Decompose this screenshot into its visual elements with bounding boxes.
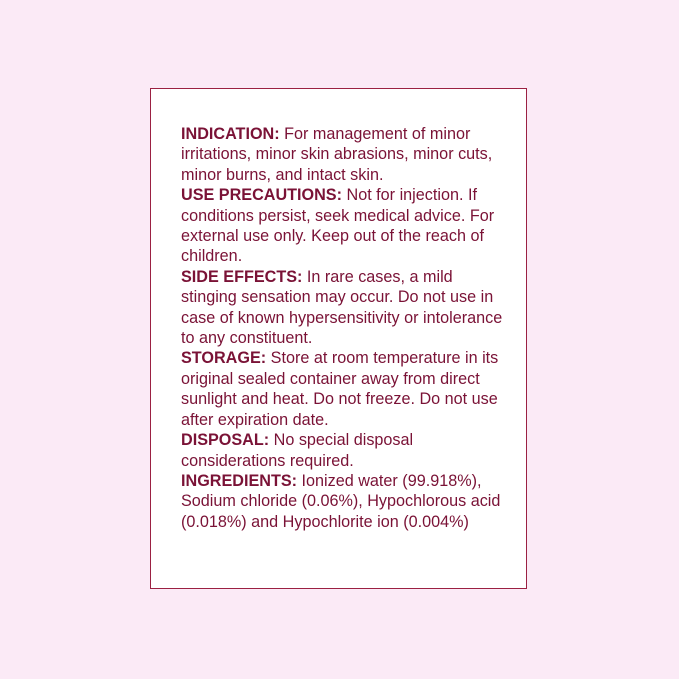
section-title: DISPOSAL: <box>181 431 270 450</box>
section-body: Not for injection. If conditions persist, seek medical advice. For external use only. Keep out of the reach of children. <box>181 186 495 266</box>
section-title: STORAGE: <box>181 349 267 368</box>
section-side-effects <box>181 267 511 349</box>
section-title: USE PRECAUTIONS: <box>181 186 342 205</box>
section-storage <box>181 348 511 430</box>
section-title: INDICATION: <box>181 125 280 143</box>
section-indication <box>181 124 511 185</box>
section-use-precautions <box>181 185 511 267</box>
section-title: SIDE EFFECTS: <box>181 267 303 286</box>
section-body: No special disposal considerations required. <box>181 431 414 470</box>
section-body: For management of minor irritations, minor skin abrasions, minor cuts, minor burns, and intact skin. <box>181 125 493 184</box>
section-body: In rare cases, a mild stinging sensation may occur. Do not use in case of known hypersensitivity or intolerance to any constituent. <box>181 267 503 348</box>
section-ingredients <box>181 471 511 532</box>
product-label-card <box>150 88 527 589</box>
section-body: Store at room temperature in its original sealed container away from direct sunlight and heat. Do not freeze. Do not use after expiration date. <box>181 349 499 429</box>
section-body: Ionized water (99.918%), Sodium chloride (0.06%), Hypochlorous acid (0.018%) and Hypochlorite ion (0.004%) <box>181 471 501 531</box>
section-title: INGREDIENTS: <box>181 471 298 490</box>
label-text-block <box>181 124 511 532</box>
section-disposal <box>181 430 511 471</box>
